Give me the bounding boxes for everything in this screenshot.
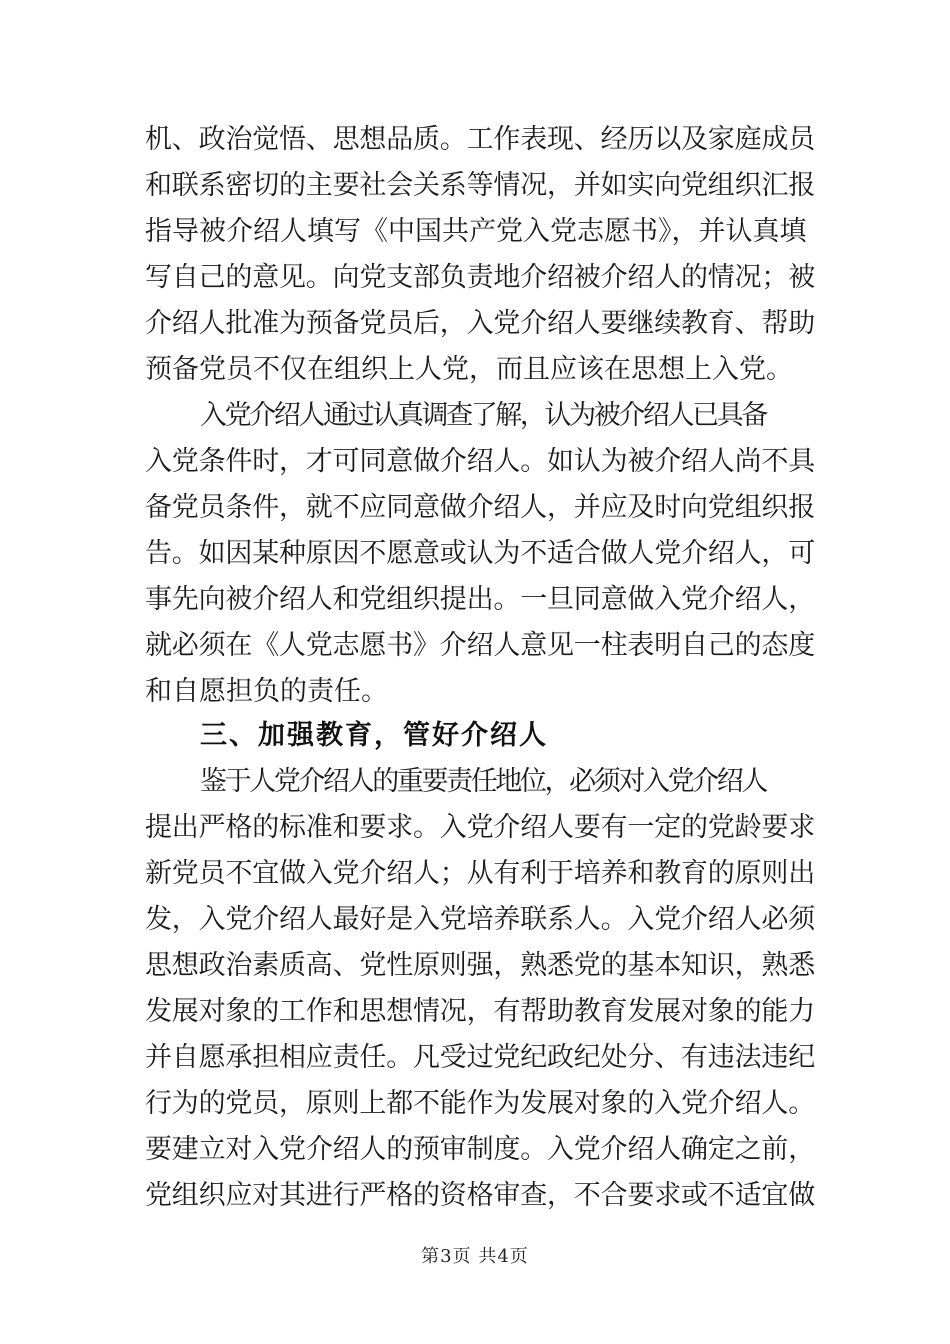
paragraph-1-line-4: 写自己的意见。向党支部负责地介绍被介绍人的情况；被 — [145, 262, 815, 293]
section-heading: 三、加强教育，管好介绍人 — [200, 720, 548, 751]
paragraph-3-line-1: 鉴于人党介绍人的重要责任地位，必须对入党介绍人 — [200, 766, 766, 797]
paragraph-1-line-2: 和联系密切的主要社会关系等情况，并如实向党组织汇报 — [145, 170, 815, 201]
paragraph-2-line-1: 入党介绍人通过认真调查了解，认为被介绍人已具备 — [200, 400, 766, 431]
paragraph-2-line-6: 就必须在《人党志愿书》介绍人意见一柱表明自己的态度 — [145, 630, 815, 661]
paragraph-3-line-6: 发展对象的工作和思想情况，有帮助教育发展对象的能力 — [145, 996, 815, 1027]
paragraph-2-line-7: 和自愿担负的责任。 — [145, 676, 388, 707]
paragraph-2-line-4: 告。如因某种原因不愿意或认为不适合做人党介绍人，可 — [145, 538, 815, 569]
paragraph-3-line-9: 要建立对入党介绍人的预审制度。入党介绍人确定之前， — [145, 1134, 815, 1165]
paragraph-3-line-8: 行为的党员，原则上都不能作为发展对象的入党介绍人。 — [145, 1088, 815, 1119]
paragraph-1-line-3: 指导被介绍人填写《中国共产党入党志愿书》，并认真填 — [145, 216, 807, 247]
paragraph-3-line-5: 思想政治素质高、党性原则强，熟悉党的基本知识，熟悉 — [145, 950, 815, 981]
paragraph-1-line-6: 预备党员不仅在组织上人党，而且应该在思想上入党。 — [145, 354, 793, 385]
paragraph-2-line-5: 事先向被介绍人和党组织提出。一旦同意做入党介绍人， — [145, 584, 815, 615]
paragraph-3-line-3: 新党员不宜做入党介绍人；从有利于培养和教育的原则出 — [145, 858, 815, 889]
paragraph-2-line-2: 入党条件时，才可同意做介绍人。如认为被介绍人尚不具 — [145, 446, 815, 477]
paragraph-3-line-10: 党组织应对其进行严格的资格审查，不合要求或不适宜做 — [145, 1180, 815, 1211]
paragraph-3-line-2: 提出严格的标准和要求。入党介绍人要有一定的党龄要求 — [145, 812, 815, 843]
paragraph-3-line-4: 发，入党介绍人最好是入党培养联系人。入党介绍人必须 — [145, 904, 815, 935]
page-number-footer: 第3页 共4页 — [421, 1246, 529, 1267]
paragraph-2-line-3: 备党员条件，就不应同意做介绍人，并应及时向党组织报 — [145, 492, 815, 523]
paragraph-1-line-5: 介绍人批准为预备党员后，入党介绍人要继续教育、帮助 — [145, 308, 815, 339]
paragraph-3-line-7: 并自愿承担相应责任。凡受过党纪政纪处分、有违法违纪 — [145, 1042, 815, 1073]
paragraph-1-line-1: 机、政治觉悟、思想品质。工作表现、经历以及家庭成员 — [145, 124, 815, 155]
